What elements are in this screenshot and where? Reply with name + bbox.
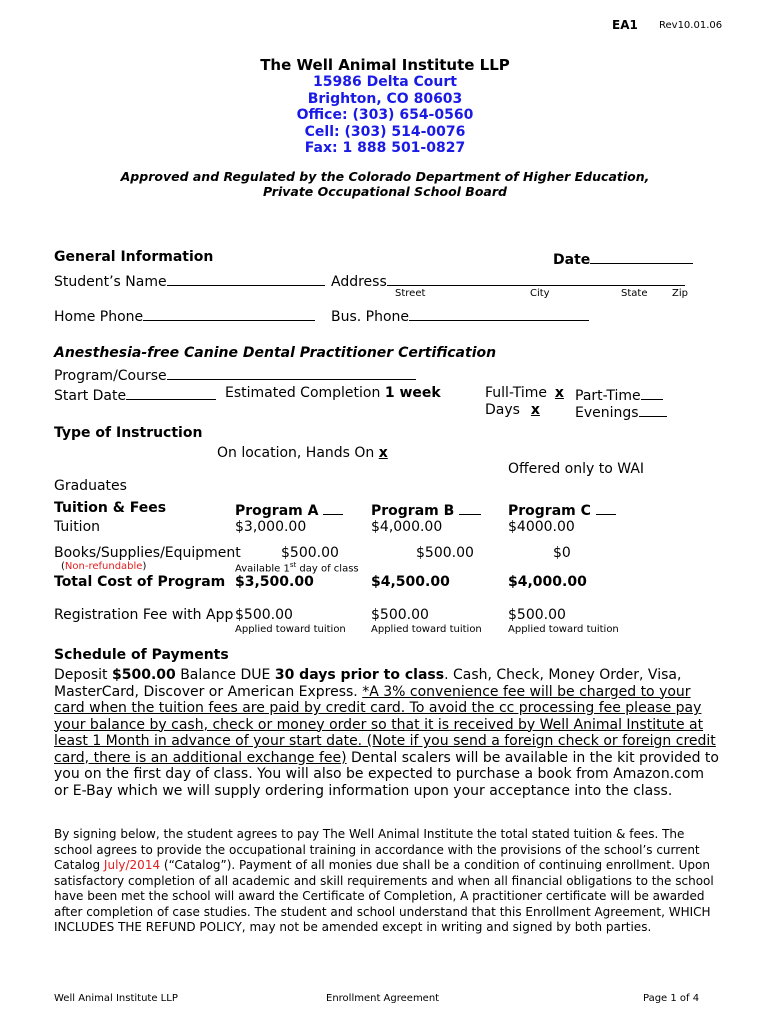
deposit-label: Deposit	[54, 667, 108, 683]
non-refundable-text: Non-refundable	[64, 561, 143, 572]
estimated-completion-value: 1 week	[384, 385, 441, 401]
applied-note-b: Applied toward tuition	[371, 624, 482, 635]
program-b-blank[interactable]	[459, 500, 481, 515]
days-label: Days	[485, 402, 520, 418]
institute-name: The Well Animal Institute LLP	[260, 56, 510, 74]
available-note-pre: Available 1	[235, 563, 290, 575]
evenings-blank[interactable]	[639, 402, 667, 417]
program-a-label: Program A	[235, 503, 319, 519]
program-c-blank[interactable]	[596, 500, 616, 515]
applied-note-c: Applied toward tuition	[508, 624, 619, 635]
available-note-post: day of class	[296, 563, 359, 575]
zip-caption: Zip	[672, 288, 688, 299]
books-b: $500.00	[416, 545, 474, 561]
payment-methods: . Cash, Check, Money Order, Visa, MasterCard, Discover or American Express.	[54, 667, 682, 700]
evenings-option[interactable]	[575, 402, 667, 421]
on-location-label: On location, Hands On	[217, 445, 375, 461]
form-code: EA1	[612, 18, 638, 32]
state-caption: State	[621, 288, 648, 299]
total-b: $4,500.00	[371, 574, 450, 590]
non-refundable-note: (Non-refundable)	[61, 561, 147, 572]
part-time-blank[interactable]	[641, 385, 663, 400]
student-name-label: Student’s Name	[54, 274, 167, 290]
home-phone-field[interactable]	[54, 306, 315, 325]
certification-heading: Anesthesia-free Canine Dental Practitioner Certification	[54, 345, 497, 361]
full-time-mark[interactable]: x	[554, 385, 564, 401]
approval-line-2: Private Occupational School Board	[263, 184, 507, 199]
home-phone-label: Home Phone	[54, 309, 144, 325]
balance-text: Balance DUE	[180, 667, 271, 683]
schedule-heading: Schedule of Payments	[54, 647, 229, 663]
program-c-label: Program C	[508, 503, 591, 519]
books-c: $0	[553, 545, 571, 561]
tuition-c: $4000.00	[508, 519, 575, 535]
total-cost-label: Total Cost of Program	[54, 574, 226, 590]
tuition-fees-heading: Tuition & Fees	[54, 500, 167, 516]
start-date-blank[interactable]	[126, 385, 216, 400]
total-a: $3,500.00	[235, 574, 314, 590]
schedule-paragraph	[54, 667, 719, 799]
estimated-completion-label: Estimated Completion	[225, 385, 381, 401]
agreement-text-after: (“Catalog”). Payment of all monies due shall be a condition of continuing enrollment. Upon satisfactory completion of all academic and skill requirements and when all financial obligations to the school have been met the school will award the Certificate of Completion, A practitioner certificate will be awarded after completion of case studies. The student and school understand that this Enrollment Agreement, WHICH INCLUDES THE REFUND POLICY, may not be amended except in writing and signed by both parties.	[54, 858, 714, 934]
program-course-label: Program/Course	[54, 368, 167, 384]
bus-phone-blank[interactable]	[409, 306, 589, 321]
program-b-header	[371, 500, 481, 519]
registration-b: $500.00	[371, 607, 429, 623]
footer-center: Enrollment Agreement	[326, 993, 440, 1004]
books-label: Books/Supplies/Equipment	[54, 545, 241, 561]
start-date-field[interactable]	[54, 385, 216, 404]
student-name-blank[interactable]	[167, 271, 325, 286]
revision-number: Rev10.01.06	[659, 20, 723, 31]
date-label: Date	[553, 252, 591, 268]
evenings-label: Evenings	[575, 405, 639, 421]
total-c: $4,000.00	[508, 574, 587, 590]
footer-right: Page 1 of 4	[643, 993, 700, 1004]
home-phone-blank[interactable]	[143, 306, 315, 321]
tuition-a: $3,000.00	[235, 519, 307, 535]
days-prior: 30 days prior to class	[274, 667, 445, 683]
catalog-date: July/2014	[103, 858, 161, 872]
program-a-blank[interactable]	[323, 500, 343, 515]
start-date-label: Start Date	[54, 388, 127, 404]
program-course-blank[interactable]	[167, 365, 416, 380]
tuition-label: Tuition	[54, 519, 101, 535]
applied-note-a: Applied toward tuition	[235, 624, 346, 635]
convenience-fee-note: *A 3% convenience fee will be charged to your card when the tuition fees are paid by credit card. To avoid the cc processing fee please pay your balance by cash, check or money order so that it is received by Well Animal Institute at least 1 Month in advance of your start date. (Note if you send a foreign check or foreign credit card, there is an additional exchange fee)	[54, 683, 716, 766]
institute-address-line1: 15986 Delta Court	[313, 74, 457, 90]
agreement-paragraph	[54, 827, 719, 936]
registration-fee-label: Registration Fee with App	[54, 607, 234, 623]
address-blank[interactable]	[387, 271, 685, 286]
program-a-header	[235, 500, 343, 519]
date-field[interactable]	[553, 249, 693, 268]
days-mark[interactable]: x	[530, 402, 540, 418]
approval-line-1: Approved and Regulated by the Colorado Department of Higher Education,	[120, 169, 650, 184]
full-time-option[interactable]	[485, 385, 567, 401]
deposit-amount: $500.00	[111, 667, 176, 683]
institute-address-line2: Brighton, CO 80603	[307, 91, 463, 107]
footer-left: Well Animal Institute LLP	[54, 993, 178, 1004]
tuition-b: $4,000.00	[371, 519, 443, 535]
estimated-completion	[225, 385, 441, 401]
program-c-header	[508, 500, 616, 519]
available-note-sup: st	[289, 561, 297, 569]
registration-a: $500.00	[235, 607, 293, 623]
institute-fax: Fax: 1 888 501-0827	[304, 140, 466, 156]
city-caption: City	[530, 288, 550, 299]
graduates-label: Graduates	[54, 478, 127, 494]
bus-phone-label: Bus. Phone	[331, 309, 410, 325]
street-caption: Street	[395, 288, 426, 299]
agreement-text-before: By signing below, the student agrees to pay The Well Animal Institute the total stated tuition & fees. The school agrees to provide the occupational training in accordance with the provisions of the school’s current Catalog	[54, 827, 700, 872]
part-time-label: Part-Time	[575, 388, 641, 404]
program-b-label: Program B	[371, 503, 455, 519]
program-course-field[interactable]	[54, 365, 416, 384]
type-of-instruction-heading: Type of Instruction	[54, 425, 203, 441]
on-location-option[interactable]	[217, 445, 388, 461]
scalers-text: Dental scalers will be available in the kit provided to you on the first day of class. You will also be expected to purchase a book from Amazon.com or E-Bay which we will supply ordering information upon your acceptance into the class.	[54, 749, 719, 799]
address-label: Address	[331, 274, 387, 290]
student-name-field[interactable]	[54, 271, 325, 290]
days-option[interactable]	[485, 402, 546, 418]
offered-note: Offered only to WAI	[508, 461, 645, 477]
date-blank[interactable]	[590, 249, 693, 264]
books-a: $500.00	[281, 545, 339, 561]
bus-phone-field[interactable]	[331, 306, 589, 325]
institute-cell-phone: Cell: (303) 514-0076	[304, 124, 466, 140]
institute-office-phone: Office: (303) 654-0560	[296, 107, 474, 123]
registration-c: $500.00	[508, 607, 566, 623]
available-note	[235, 561, 359, 574]
full-time-label: Full-Time	[485, 385, 547, 401]
on-location-mark[interactable]: x	[378, 445, 388, 461]
general-information-heading: General Information	[54, 249, 214, 265]
